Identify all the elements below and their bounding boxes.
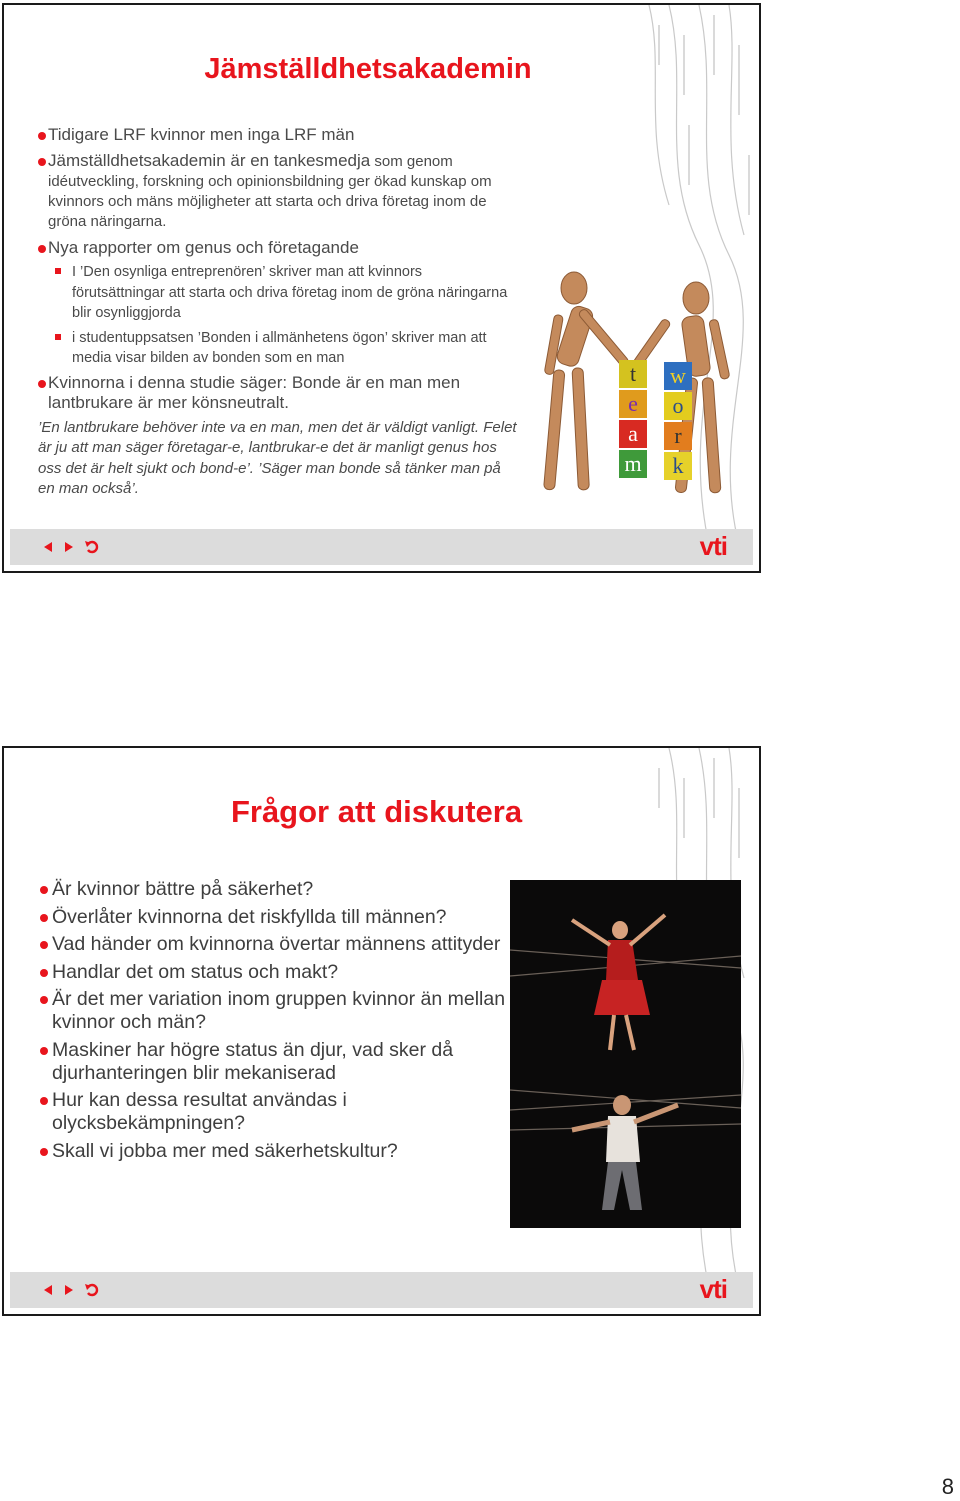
bullet-item: Nya rapporter om genus och företagande	[38, 238, 518, 258]
return-icon[interactable]	[84, 539, 100, 555]
block-letter: o	[672, 393, 684, 418]
slide-footer	[10, 529, 753, 565]
next-icon[interactable]	[61, 1282, 77, 1298]
question-item: Hur kan dessa resultat användas i olycksbekämpningen?	[40, 1089, 510, 1135]
bullet-lead: Jämställdhetsakademin är en tankesmedja	[48, 151, 371, 170]
bullet-item: Tidigare LRF kvinnor men inga LRF män	[38, 125, 518, 145]
next-icon[interactable]	[61, 539, 77, 555]
bullet-item: Kvinnorna i denna studie säger: Bonde är en man men lantbrukare är mer könsneutralt.	[38, 373, 518, 413]
block-letter: r	[674, 423, 682, 448]
block-letter: k	[672, 453, 684, 478]
word-blocks-left	[619, 360, 647, 478]
question-item: Vad händer om kvinnorna övertar männens attityder	[40, 933, 510, 956]
page-number: 8	[941, 1474, 954, 1499]
vti-logo: vti	[699, 1274, 727, 1304]
slide-2	[2, 746, 761, 1316]
teamwork-image	[524, 260, 749, 510]
question-list	[40, 878, 510, 1167]
sub-bullet-item: i studentuppsatsen ’Bonden i allmänhetens ögon’ skriver man att media visar bilden av bonden som en man	[38, 328, 518, 369]
block-letter: t	[629, 361, 637, 386]
question-item: Är kvinnor bättre på säkerhet?	[40, 878, 510, 901]
slide-footer	[10, 1272, 753, 1308]
question-item: Maskiner har högre status än djur, vad sker då djurhanteringen blir mekaniserad	[40, 1039, 510, 1085]
question-item: Är det mer variation inom gruppen kvinnor än mellan kvinnor och män?	[40, 988, 510, 1034]
slide-body	[38, 125, 518, 500]
question-item: Handlar det om status och makt?	[40, 961, 510, 984]
bullet-rest: som genom idéutveckling, forskning och opinionsbildning ger ökad kunskap om kvinnors och mäns möjligheter att starta och driva företag inom de gröna näringarna.	[48, 153, 492, 230]
previous-icon[interactable]	[40, 539, 56, 555]
bullet-item	[38, 151, 518, 232]
block-letter: a	[628, 421, 638, 446]
quote-text: ’En lantbrukare behöver inte va en man, men det är väldigt vanligt. Felet är ju att man säger företagar-e, lantbrukar-e det är manligt genus hos oss det är helt sjukt och bond-e’. ’Säger man bonde så tänker man på en man också’.	[38, 418, 517, 497]
slide-title: Frågor att diskutera	[230, 794, 523, 829]
return-icon[interactable]	[84, 1282, 100, 1298]
previous-icon[interactable]	[40, 1282, 56, 1298]
question-item: Överlåter kvinnorna det riskfyllda till männen?	[40, 906, 510, 929]
block-letter: m	[624, 451, 642, 476]
slide-1	[2, 3, 761, 573]
block-letter: e	[628, 391, 638, 416]
sub-bullet-item: I ’Den osynliga entreprenören’ skriver man att kvinnors förutsättningar att starta och driva företag inom de gröna näringarna blir osynliggjorda	[38, 262, 518, 324]
block-letter: w	[670, 363, 686, 388]
question-item: Skall vi jobba mer med säkerhetskultur?	[40, 1140, 510, 1163]
slide-title: Jämställdhetsakademin	[204, 53, 532, 85]
tightrope-photo	[510, 880, 741, 1228]
vti-logo: vti	[699, 531, 727, 561]
